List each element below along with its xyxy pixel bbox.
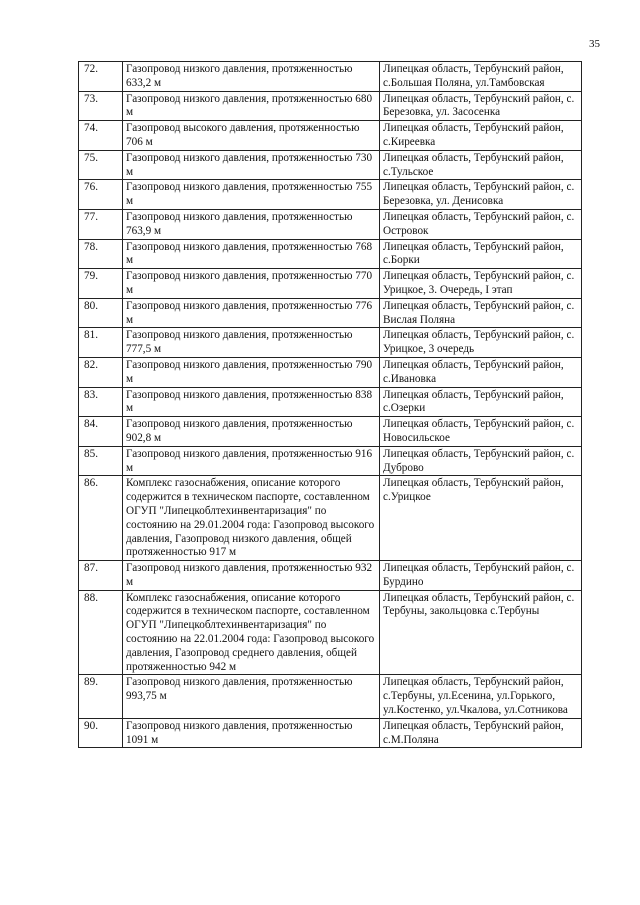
row-number: 78. xyxy=(79,239,123,269)
table-row xyxy=(79,209,582,239)
object-name: Газопровод низкого давления, протяженностью 993,75 м xyxy=(123,675,380,718)
table-row xyxy=(79,561,582,591)
table-row xyxy=(79,476,582,561)
object-address: Липецкая область, Тербунский район, с.Урицкое xyxy=(380,476,582,561)
object-name: Газопровод низкого давления, протяженностью 763,9 м xyxy=(123,209,380,239)
object-address: Липецкая область, Тербунский район, с. Тербуны, закольцовка с.Тербуны xyxy=(380,590,582,675)
row-number: 90. xyxy=(79,718,123,748)
object-address: Липецкая область, Тербунский район, с.Большая Поляна, ул.Тамбовская xyxy=(380,62,582,92)
object-name: Газопровод низкого давления, протяженностью 768 м xyxy=(123,239,380,269)
table-row xyxy=(79,590,582,675)
table-body xyxy=(79,62,582,748)
table-row xyxy=(79,718,582,748)
table-row xyxy=(79,239,582,269)
object-name: Газопровод низкого давления, протяженностью 838 м xyxy=(123,387,380,417)
object-name: Газопровод низкого давления, протяженностью 755 м xyxy=(123,180,380,210)
object-address: Липецкая область, Тербунский район, с. Островок xyxy=(380,209,582,239)
object-name: Газопровод низкого давления, протяженностью 680 м xyxy=(123,91,380,121)
row-number: 76. xyxy=(79,180,123,210)
table-row xyxy=(79,180,582,210)
row-number: 81. xyxy=(79,328,123,358)
row-number: 74. xyxy=(79,121,123,151)
object-address: Липецкая область, Тербунский район, с. Дуброво xyxy=(380,446,582,476)
table-row xyxy=(79,298,582,328)
object-address: Липецкая область, Тербунский район, с.Борки xyxy=(380,239,582,269)
object-name: Газопровод низкого давления, протяженностью 932 м xyxy=(123,561,380,591)
object-name: Газопровод низкого давления, протяженностью 902,8 м xyxy=(123,417,380,447)
table-row xyxy=(79,62,582,92)
object-name: Газопровод низкого давления, протяженностью 1091 м xyxy=(123,718,380,748)
object-name: Газопровод низкого давления, протяженностью 790 м xyxy=(123,357,380,387)
table-row xyxy=(79,446,582,476)
page-number: 35 xyxy=(589,38,600,50)
object-name: Газопровод низкого давления, протяженностью 776 м xyxy=(123,298,380,328)
table-row xyxy=(79,121,582,151)
object-address: Липецкая область, Тербунский район, с. Вислая Поляна xyxy=(380,298,582,328)
table-row xyxy=(79,150,582,180)
row-number: 87. xyxy=(79,561,123,591)
object-address: Липецкая область, Тербунский район, с. Урицкое, 3. Очередь, I этап xyxy=(380,269,582,299)
object-address: Липецкая область, Тербунский район, с.Ивановка xyxy=(380,357,582,387)
row-number: 86. xyxy=(79,476,123,561)
object-address: Липецкая область, Тербунский район, с. Березовка, ул. Денисовка xyxy=(380,180,582,210)
table-row xyxy=(79,328,582,358)
table-row xyxy=(79,675,582,718)
object-name: Газопровод низкого давления, протяженностью 770 м xyxy=(123,269,380,299)
object-name: Газопровод низкого давления, протяженностью 730 м xyxy=(123,150,380,180)
row-number: 75. xyxy=(79,150,123,180)
table-row xyxy=(79,417,582,447)
object-address: Липецкая область, Тербунский район, с. Бурдино xyxy=(380,561,582,591)
row-number: 85. xyxy=(79,446,123,476)
row-number: 73. xyxy=(79,91,123,121)
row-number: 84. xyxy=(79,417,123,447)
row-number: 79. xyxy=(79,269,123,299)
object-address: Липецкая область, Тербунский район, с.М.Поляна xyxy=(380,718,582,748)
object-address: Липецкая область, Тербунский район, с.Тербуны, ул.Есенина, ул.Горького, ул.Костенко, ул.Чкалова, ул.Сотникова xyxy=(380,675,582,718)
object-name: Газопровод низкого давления, протяженностью 916 м xyxy=(123,446,380,476)
object-name: Комплекс газоснабжения, описание которого содержится в техническом паспорте, составленном ОГУП "Липецкоблтехинвентаризация" по состоянию на 22.01.2004 года: Газопровод высокого давления, Газопровод среднего давления, общей протяженностью 942 м xyxy=(123,590,380,675)
row-number: 83. xyxy=(79,387,123,417)
object-address: Липецкая область, Тербунский район, с.Озерки xyxy=(380,387,582,417)
object-name: Газопровод низкого давления, протяженностью 777,5 м xyxy=(123,328,380,358)
table-row xyxy=(79,269,582,299)
row-number: 88. xyxy=(79,590,123,675)
object-name: Газопровод низкого давления, протяженностью 633,2 м xyxy=(123,62,380,92)
table-row xyxy=(79,357,582,387)
table-row xyxy=(79,387,582,417)
object-address: Липецкая область, Тербунский район, с. Березовка, ул. Засосенка xyxy=(380,91,582,121)
property-table xyxy=(78,61,582,748)
row-number: 89. xyxy=(79,675,123,718)
object-address: Липецкая область, Тербунский район, с.Тульское xyxy=(380,150,582,180)
object-name: Газопровод высокого давления, протяженностью 706 м xyxy=(123,121,380,151)
row-number: 77. xyxy=(79,209,123,239)
row-number: 82. xyxy=(79,357,123,387)
table-row xyxy=(79,91,582,121)
object-address: Липецкая область, Тербунский район, с. Новосильское xyxy=(380,417,582,447)
object-name: Комплекс газоснабжения, описание которого содержится в техническом паспорте, составленном ОГУП "Липецкоблтехинвентаризация" по состоянию на 29.01.2004 года: Газопровод высокого давления, Газопровод низкого давления, общей протяженностью 917 м xyxy=(123,476,380,561)
row-number: 72. xyxy=(79,62,123,92)
row-number: 80. xyxy=(79,298,123,328)
object-address: Липецкая область, Тербунский район, с. Урицкое, 3 очередь xyxy=(380,328,582,358)
object-address: Липецкая область, Тербунский район, с.Киреевка xyxy=(380,121,582,151)
